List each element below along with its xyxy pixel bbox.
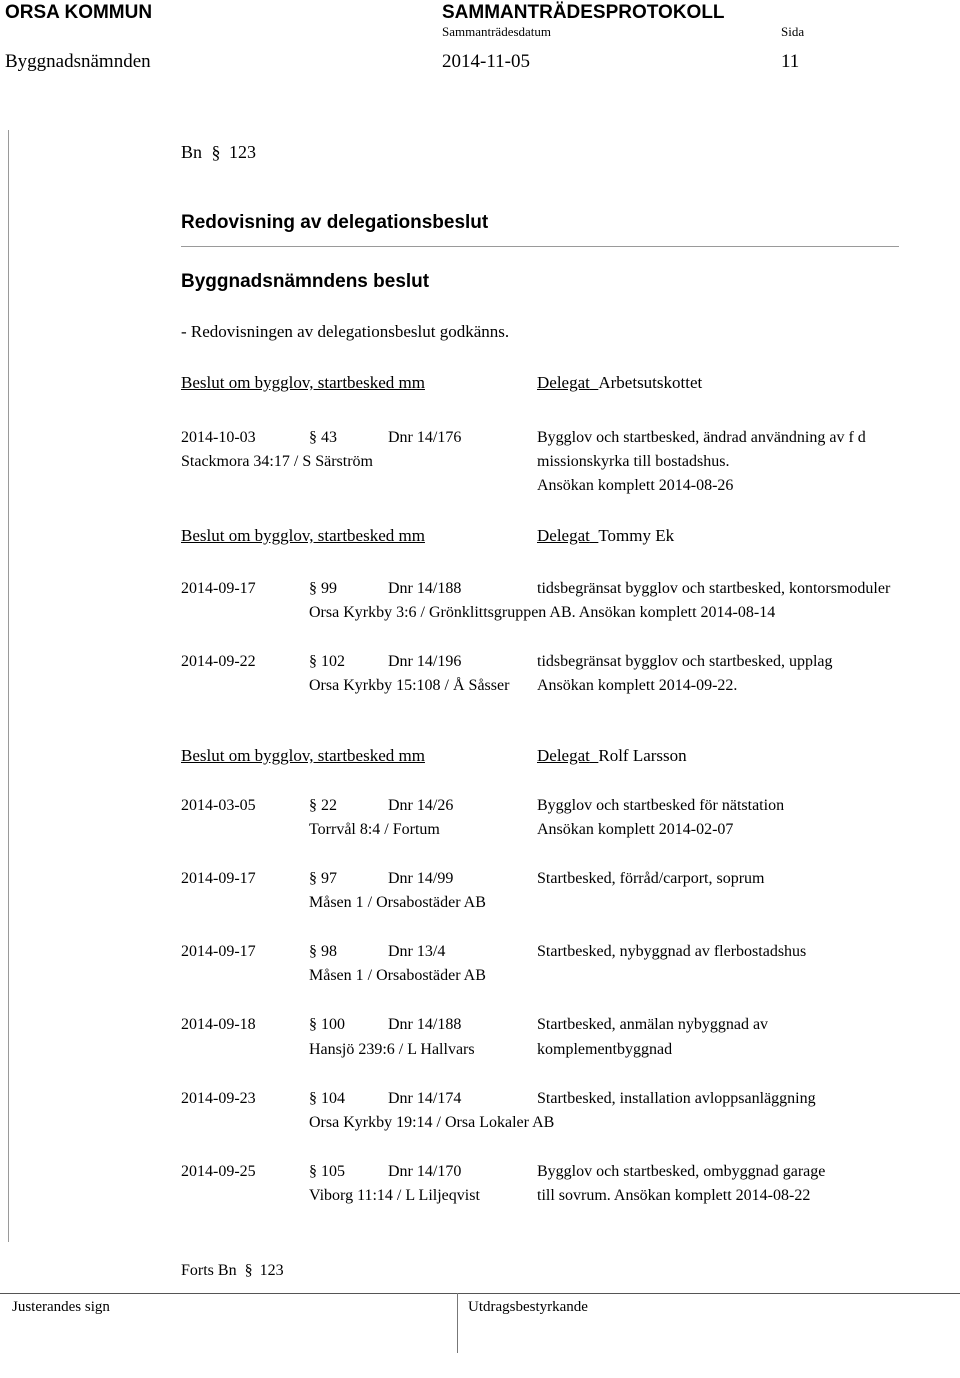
document-type: SAMMANTRÄDESPROTOKOLL [442, 2, 725, 23]
date-label: Sammanträdesdatum [442, 24, 552, 39]
group-heading: Beslut om bygglov, startbesked mm [181, 373, 425, 392]
footer-rule [0, 1293, 960, 1294]
section-title: Redovisning av delegationsbeslut [181, 212, 489, 233]
footer-divider [457, 1293, 458, 1353]
page-number: 11 [781, 51, 800, 72]
delegat-line: Delegat Rolf Larsson [537, 746, 687, 765]
committee-name: Byggnadsnämnden [5, 51, 151, 72]
group-heading: Beslut om bygglov, startbesked mm [181, 746, 425, 765]
org-name: ORSA KOMMUN [5, 2, 153, 23]
margin-rule [8, 130, 9, 1242]
paragraph-id: Bn § 123 [181, 142, 257, 162]
extract-label: Utdragsbestyrkande [468, 1299, 588, 1315]
delegat-line: Delegat Arbetsutskottet [537, 373, 703, 392]
meeting-date: 2014-11-05 [442, 51, 530, 72]
page-label: Sida [781, 24, 805, 39]
continuation-note: Forts Bn § 123 [181, 1262, 284, 1279]
sign-label: Justerandes sign [12, 1299, 110, 1315]
decision-text: - Redovisningen av delegationsbeslut godkänns. [181, 322, 510, 341]
decision-heading: Byggnadsnämndens beslut [181, 271, 430, 292]
title-rule [181, 246, 899, 247]
delegat-line: Delegat Tommy Ek [537, 526, 675, 545]
group-heading: Beslut om bygglov, startbesked mm [181, 526, 425, 545]
